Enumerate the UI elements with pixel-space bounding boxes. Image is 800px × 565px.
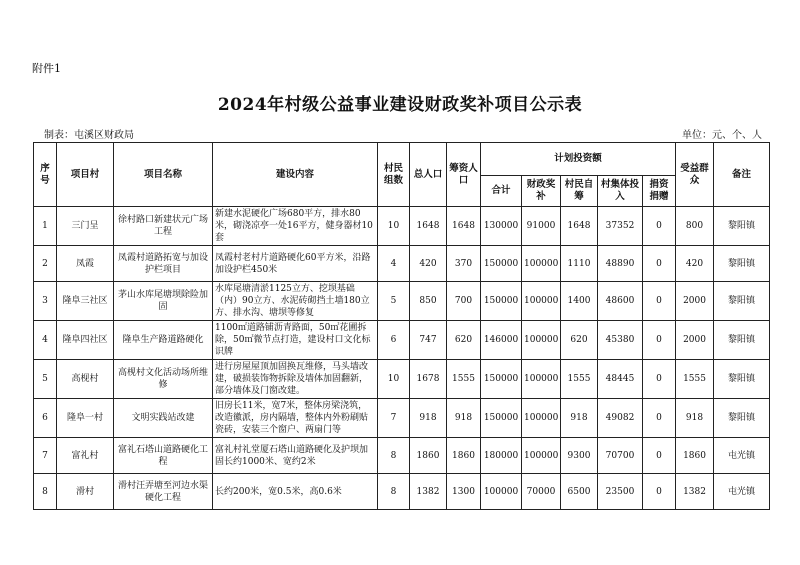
attachment-label: 附件1 [32, 62, 61, 75]
header-raised-pop: 筹资人口 [447, 143, 481, 207]
cell-population: 1678 [410, 360, 447, 399]
cell-total: 130000 [481, 207, 522, 246]
cell-donation: 0 [643, 282, 676, 321]
cell-village: 三门呈 [57, 207, 114, 246]
header-groups: 村民组数 [378, 143, 410, 207]
cell-raised-pop: 1300 [447, 474, 481, 510]
cell-collective: 48445 [598, 360, 643, 399]
cell-village: 高枧村 [57, 360, 114, 399]
cell-total: 100000 [481, 474, 522, 510]
cell-village: 凤霞 [57, 246, 114, 282]
cell-population: 1382 [410, 474, 447, 510]
cell-village: 隆阜三社区 [57, 282, 114, 321]
cell-raised-pop: 620 [447, 321, 481, 360]
cell-seq: 8 [34, 474, 57, 510]
cell-self-raised: 1648 [561, 207, 598, 246]
cell-seq: 2 [34, 246, 57, 282]
cell-donation: 0 [643, 246, 676, 282]
cell-collective: 23500 [598, 474, 643, 510]
cell-content: 1100㎡道路铺沥青路面，50㎡花圃拆除，50㎡微节点打造，建设村口文化标识牌 [213, 321, 378, 360]
cell-beneficiary: 1555 [676, 360, 714, 399]
table-row [34, 474, 770, 510]
cell-subsidy: 91000 [522, 207, 561, 246]
header-subsidy: 财政奖补 [522, 176, 561, 207]
header-self-raised: 村民自筹 [561, 176, 598, 207]
cell-note: 屯光镇 [714, 438, 770, 474]
cell-collective: 37352 [598, 207, 643, 246]
cell-subsidy: 100000 [522, 282, 561, 321]
unit-label: 单位：元、个、人 [682, 130, 762, 141]
cell-collective: 70700 [598, 438, 643, 474]
table-row [34, 438, 770, 474]
cell-subsidy: 70000 [522, 474, 561, 510]
cell-population: 918 [410, 399, 447, 438]
cell-content: 凤霞村老村片道路硬化60平方米，沿路加设护栏450米 [213, 246, 378, 282]
cell-collective: 48890 [598, 246, 643, 282]
header-content: 建设内容 [213, 143, 378, 207]
cell-groups: 10 [378, 207, 410, 246]
table-row [34, 246, 770, 282]
header-name: 项目名称 [114, 143, 213, 207]
table-row [34, 360, 770, 399]
header-village: 项目村 [57, 143, 114, 207]
cell-self-raised: 9300 [561, 438, 598, 474]
cell-total: 180000 [481, 438, 522, 474]
table-row [34, 321, 770, 360]
cell-note: 黎阳镇 [714, 246, 770, 282]
cell-self-raised: 1110 [561, 246, 598, 282]
cell-seq: 4 [34, 321, 57, 360]
cell-donation: 0 [643, 360, 676, 399]
cell-note: 黎阳镇 [714, 321, 770, 360]
cell-village: 富礼村 [57, 438, 114, 474]
cell-raised-pop: 1555 [447, 360, 481, 399]
cell-name: 文明实践站改建 [114, 399, 213, 438]
cell-donation: 0 [643, 438, 676, 474]
maker-label: 制表：屯溪区财政局 [44, 130, 134, 141]
cell-name: 隆阜生产路道路硬化 [114, 321, 213, 360]
cell-donation: 0 [643, 399, 676, 438]
cell-name: 徐村路口新建状元广场工程 [114, 207, 213, 246]
cell-population: 420 [410, 246, 447, 282]
cell-beneficiary: 2000 [676, 282, 714, 321]
cell-content: 新建水泥硬化广场680平方，排水80米，砌浇凉亭一处16平方，健身器材10套 [213, 207, 378, 246]
cell-collective: 48600 [598, 282, 643, 321]
cell-seq: 5 [34, 360, 57, 399]
cell-groups: 7 [378, 399, 410, 438]
cell-name: 高枧村文化活动场所维修 [114, 360, 213, 399]
cell-self-raised: 918 [561, 399, 598, 438]
cell-raised-pop: 1860 [447, 438, 481, 474]
cell-groups: 10 [378, 360, 410, 399]
cell-content: 旧房长11米，宽7米，整体房梁浇筑，改造徽派，房内隔墙，整体内外粉刷贴瓷砖，安装三个窗户、两扇门等 [213, 399, 378, 438]
header-population: 总人口 [410, 143, 447, 207]
cell-note: 黎阳镇 [714, 360, 770, 399]
cell-collective: 45380 [598, 321, 643, 360]
cell-beneficiary: 800 [676, 207, 714, 246]
cell-content: 富礼村礼堂厦石塔山道路硬化及护坝加固长约1000米、宽约2米 [213, 438, 378, 474]
cell-village: 隆阜四社区 [57, 321, 114, 360]
header-total: 合计 [481, 176, 522, 207]
cell-subsidy: 100000 [522, 399, 561, 438]
table-row [34, 399, 770, 438]
header-donation: 捐资捐赠 [643, 176, 676, 207]
cell-raised-pop: 700 [447, 282, 481, 321]
cell-self-raised: 1555 [561, 360, 598, 399]
cell-name: 茅山水库尾塘坝除险加固 [114, 282, 213, 321]
cell-total: 150000 [481, 246, 522, 282]
page-title: 2024年村级公益事业建设财政奖补项目公示表 [217, 95, 583, 115]
cell-groups: 8 [378, 474, 410, 510]
cell-population: 850 [410, 282, 447, 321]
cell-total: 150000 [481, 360, 522, 399]
header-seq: 序号 [34, 143, 57, 207]
cell-groups: 8 [378, 438, 410, 474]
cell-village: 滑村 [57, 474, 114, 510]
cell-total: 150000 [481, 282, 522, 321]
cell-population: 747 [410, 321, 447, 360]
cell-beneficiary: 420 [676, 246, 714, 282]
cell-note: 黎阳镇 [714, 207, 770, 246]
cell-total: 150000 [481, 399, 522, 438]
cell-raised-pop: 918 [447, 399, 481, 438]
cell-donation: 0 [643, 321, 676, 360]
cell-donation: 0 [643, 207, 676, 246]
project-table [33, 142, 770, 510]
cell-total: 146000 [481, 321, 522, 360]
cell-raised-pop: 1648 [447, 207, 481, 246]
cell-subsidy: 100000 [522, 360, 561, 399]
cell-subsidy: 100000 [522, 438, 561, 474]
cell-groups: 6 [378, 321, 410, 360]
cell-note: 黎阳镇 [714, 282, 770, 321]
cell-beneficiary: 918 [676, 399, 714, 438]
cell-seq: 7 [34, 438, 57, 474]
cell-groups: 5 [378, 282, 410, 321]
cell-beneficiary: 2000 [676, 321, 714, 360]
cell-donation: 0 [643, 474, 676, 510]
header-collective: 村集体投入 [598, 176, 643, 207]
cell-content: 长约200米，宽0.5米，高0.6米 [213, 474, 378, 510]
cell-beneficiary: 1382 [676, 474, 714, 510]
cell-self-raised: 620 [561, 321, 598, 360]
header-beneficiary: 受益群众 [676, 143, 714, 207]
cell-self-raised: 6500 [561, 474, 598, 510]
cell-seq: 6 [34, 399, 57, 438]
cell-collective: 49082 [598, 399, 643, 438]
cell-subsidy: 100000 [522, 246, 561, 282]
cell-note: 屯光镇 [714, 474, 770, 510]
cell-name: 凤霞村道路拓宽与加设护栏项目 [114, 246, 213, 282]
cell-name: 滑村汪弄塘至河边水渠硬化工程 [114, 474, 213, 510]
cell-raised-pop: 370 [447, 246, 481, 282]
header-note: 备注 [714, 143, 770, 207]
cell-village: 隆阜一村 [57, 399, 114, 438]
table-row [34, 207, 770, 246]
cell-seq: 3 [34, 282, 57, 321]
cell-beneficiary: 1860 [676, 438, 714, 474]
cell-name: 富礼石塔山道路硬化工程 [114, 438, 213, 474]
cell-content: 进行房屋屋顶加固换瓦维修，马头墙改建，破损装饰物拆除及墙体加固翻新，部分墙体及门窗改建。 [213, 360, 378, 399]
cell-population: 1648 [410, 207, 447, 246]
cell-groups: 4 [378, 246, 410, 282]
cell-subsidy: 100000 [522, 321, 561, 360]
cell-content: 水库尾塘清淤1125立方、挖坝基础（内）90立方、水泥砖砌挡土墙180立方、排水沟、塘坝等修复 [213, 282, 378, 321]
cell-self-raised: 1400 [561, 282, 598, 321]
header-plan: 计划投资额 [481, 143, 676, 176]
cell-note: 黎阳镇 [714, 399, 770, 438]
cell-seq: 1 [34, 207, 57, 246]
cell-population: 1860 [410, 438, 447, 474]
table-row [34, 282, 770, 321]
